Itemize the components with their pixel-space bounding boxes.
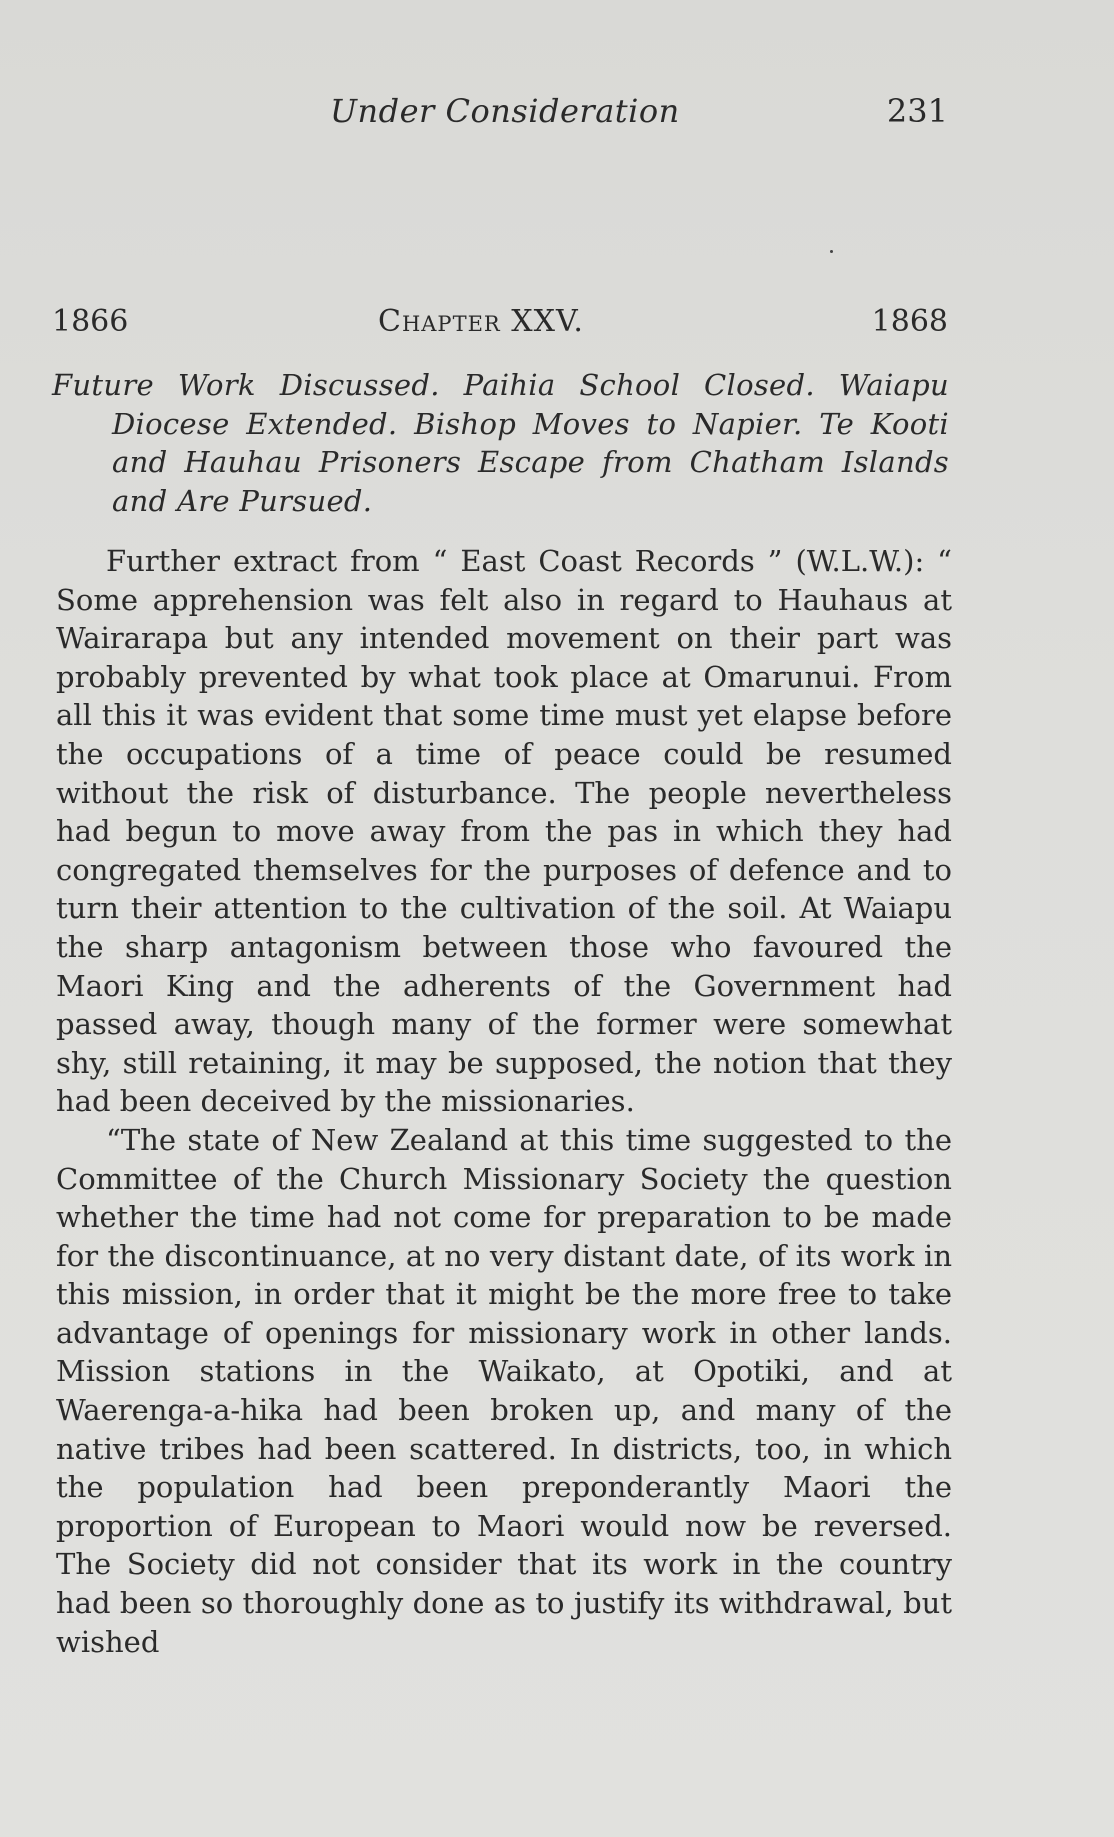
body-text	[56, 542, 952, 1661]
running-title: Under Consideration	[330, 92, 680, 130]
running-head	[0, 92, 1114, 142]
chapter-year-end: 1868	[871, 304, 948, 339]
chapter-heading	[52, 304, 948, 348]
ink-speck	[830, 250, 833, 253]
page-number: 231	[886, 92, 948, 130]
chapter-title: Chapter XXV.	[378, 304, 584, 339]
paragraph: “The state of New Zealand at this time suggested to the Committee of the Church Missionary Society the question whether the time had not come for preparation to be made for the discontinuance, at no very distant date, of its work in this mission, in order that it might be the more free to take advantage of openings for missionary work in other lands. Mission stations in the Waikato, at Opotiki, and at Waerenga-a-hika had been broken up, and many of the native tribes had been scattered. In districts, too, in which the population had been preponderantly Maori the proportion of European to Maori would now be reversed. The Society did not consider that its work in the country had been so thoroughly done as to justify its withdrawal, but wished	[56, 1122, 952, 1659]
chapter-year-start: 1866	[52, 304, 129, 339]
paragraph: Further extract from “ East Coast Records ” (W.L.W.): “ Some apprehension was felt also in regard to Hauhaus at Wairarapa but any intended movement on their part was probably prevented by what took place at Omarunui. From all this it was evident that some time must yet elapse before the occupations of a time of peace could be resumed without the risk of disturbance. The people nevertheless had begun to move away from the pas in which they had congregated themselves for the purposes of defence and to turn their attention to the cultivation of the soil. At Waiapu the sharp antagonism between those who favoured the Maori King and the adherents of the Government had passed away, though many of the former were somewhat shy, still retaining, it may be supposed, the notion that they had been deceived by the missionaries.	[56, 544, 952, 1119]
chapter-synopsis: Future Work Discussed. Paihia School Closed. Waiapu Diocese Extended. Bishop Moves to Napier. Te Kooti and Hauhau Prisoners Escape from Chatham Islands and Are Pursued.	[52, 368, 949, 518]
